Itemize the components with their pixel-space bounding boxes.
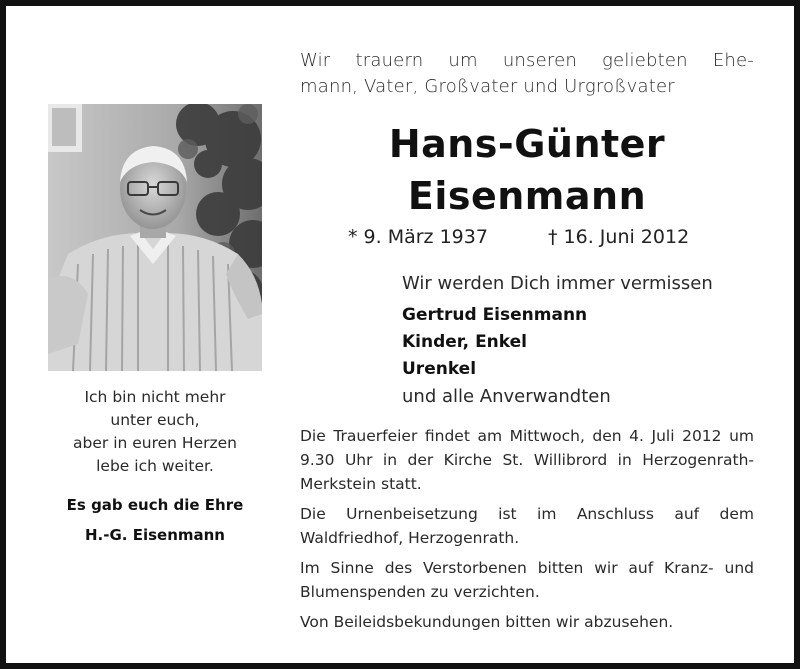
mourner-name: Gertrud Eisenmann	[402, 305, 588, 325]
deceased-name	[300, 118, 754, 222]
relatives-text: und alle Anverwandten	[402, 386, 611, 407]
intro-line-1: Wir trauern um unseren geliebten Ehe-	[300, 50, 754, 71]
intro-line-2: mann, Vater, Großvater und Urgroßvater	[300, 76, 675, 97]
missing-text: Wir werden Dich immer vermissen	[402, 273, 713, 294]
death-date: † 16. Juni 2012	[548, 226, 690, 248]
portrait-image	[48, 104, 262, 371]
mourners-list	[402, 302, 754, 410]
quote-line: lebe ich weiter.	[96, 457, 214, 475]
closing-signature	[48, 490, 262, 550]
quote-line: aber in euren Herzen	[73, 434, 237, 452]
portrait-photo	[48, 104, 262, 371]
quote-line: Ich bin nicht mehr	[84, 388, 226, 406]
quote-text	[48, 386, 262, 478]
closing-line-2: H.-G. Eisenmann	[85, 526, 225, 544]
ceremony-details	[300, 424, 754, 640]
mourner-name: Urenkel	[402, 359, 477, 379]
donation-request: Im Sinne des Verstorbenen bitten wir auf Kranz- und Blumenspenden zu verzichten.	[300, 559, 754, 601]
urn-burial-info: Die Urnenbeisetzung ist im Anschluss auf dem Waldfriedhof, Herzogenrath.	[300, 505, 754, 547]
closing-line-1: Es gab euch die Ehre	[66, 496, 244, 514]
quote-line: unter euch,	[110, 411, 200, 429]
mourner-name: Kinder, Enkel	[402, 332, 527, 352]
funeral-info: Die Trauerfeier findet am Mittwoch, den 4. Juli 2012 um 9.30 Uhr in der Kirche St. Willibrord in Herzogenrath-Merkstein statt.	[300, 427, 754, 493]
deceased-first-name: Hans-Günter	[388, 122, 666, 166]
condolence-request: Von Beileidsbekundungen bitten wir abzusehen.	[300, 613, 674, 631]
deceased-last-name: Eisenmann	[407, 174, 647, 218]
intro-text	[300, 48, 754, 100]
birth-date: * 9. März 1937	[348, 226, 488, 248]
